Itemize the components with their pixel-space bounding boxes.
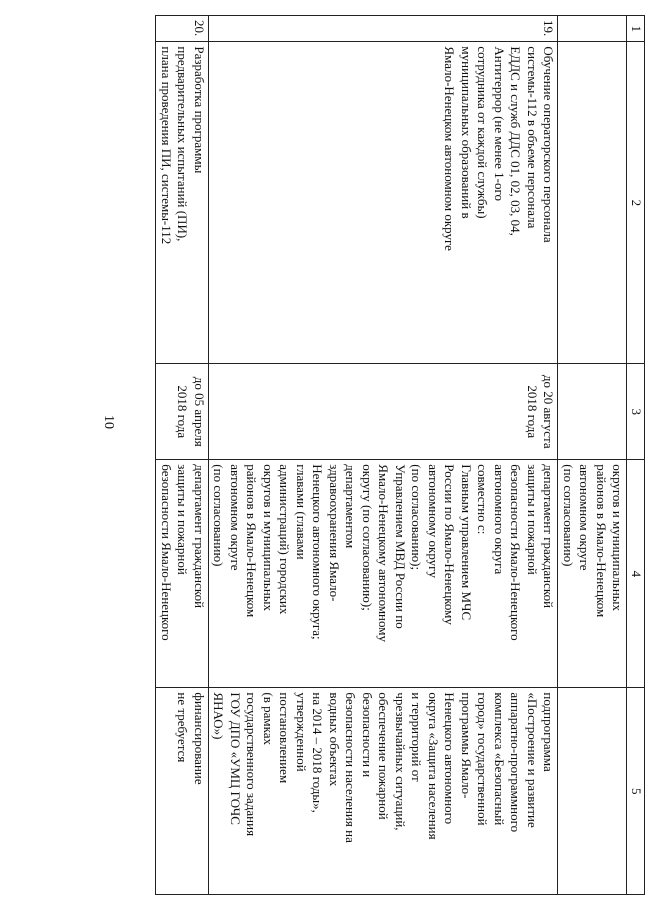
text-line: главами (главами bbox=[294, 464, 309, 560]
text-line: защиты и пожарной bbox=[525, 464, 540, 575]
header-col-2: 2 bbox=[627, 42, 645, 364]
text-line: Ненецкого автономного bbox=[442, 692, 458, 825]
text-line: «Построение и развитие bbox=[525, 692, 540, 828]
text-line: аппаратно-программного bbox=[508, 692, 524, 833]
header-col-1: 1 bbox=[627, 16, 645, 42]
text-line: здравоохранения Ямало- bbox=[327, 464, 342, 602]
text-line: плана проведения ПИ, системы-112 bbox=[159, 46, 174, 245]
header-col-3: 3 bbox=[627, 364, 645, 460]
text-line: сотрудника от каждой службы) bbox=[475, 46, 491, 219]
header-col-5: 5 bbox=[627, 688, 645, 895]
text-line: Ямало-Ненецкому автономному bbox=[376, 464, 392, 642]
text-line: до 05 апреля bbox=[192, 376, 207, 447]
text-line: (по согласованию) bbox=[211, 464, 227, 567]
text-line: районов в Ямало-Ненецком bbox=[244, 464, 260, 618]
text-line: финансирование bbox=[192, 692, 207, 785]
cell-num: 19. bbox=[209, 16, 559, 42]
document-page bbox=[125, 15, 645, 895]
text-line: программы Ямало- bbox=[459, 692, 474, 799]
cell-deadline bbox=[558, 364, 627, 460]
cell-num bbox=[558, 16, 627, 42]
text-line: Ненецкого автономного округа; bbox=[310, 464, 326, 640]
text-line: департамент гражданской bbox=[541, 464, 557, 609]
cell-responsible bbox=[156, 460, 209, 688]
table-row-continuation bbox=[558, 16, 627, 895]
text-line: предварительных испытаний (ПИ), bbox=[175, 46, 191, 242]
text-line: комплекса «Безопасный bbox=[492, 692, 507, 826]
text-line: 2018 года bbox=[525, 385, 540, 439]
text-line: (по согласованию) bbox=[561, 464, 576, 567]
text-line: ЯНАО») bbox=[211, 692, 227, 740]
text-line: автономном округе bbox=[577, 464, 593, 571]
text-line: муниципальных образований в bbox=[459, 46, 474, 219]
text-line: водных объектах bbox=[327, 692, 342, 787]
cell-responsible bbox=[209, 460, 559, 688]
text-line: автономному округу bbox=[426, 464, 441, 578]
text-line: округу (по согласованию); bbox=[360, 464, 375, 611]
text-line: Разработка программы bbox=[192, 46, 207, 174]
text-line: защиты и пожарной bbox=[175, 464, 191, 575]
table-header-row bbox=[627, 16, 645, 895]
text-line: государственного задания bbox=[244, 692, 260, 837]
table-row-20 bbox=[156, 16, 209, 895]
cell-funding bbox=[209, 688, 559, 895]
text-line: округов и муниципальных bbox=[610, 464, 626, 612]
cell-deadline bbox=[209, 364, 559, 460]
text-line: округов и муниципальных bbox=[261, 464, 276, 612]
page-number: 10 bbox=[101, 415, 116, 429]
text-line: Ямало-Ненецком автономном округе bbox=[442, 46, 458, 251]
text-line: системы-112 в объеме персонала bbox=[525, 46, 540, 229]
text-line: обеспечение пожарной bbox=[376, 692, 392, 820]
cell-task bbox=[156, 42, 209, 364]
text-line: округа «Защита населения bbox=[426, 692, 441, 840]
text-line: Антитеррор (не менее 1-ого bbox=[492, 46, 507, 201]
text-line: безопасности населения на bbox=[343, 692, 359, 843]
text-line: районов в Ямало-Ненецком bbox=[594, 464, 609, 618]
text-line: совместно с: bbox=[475, 464, 491, 535]
text-line: город» государственной bbox=[475, 692, 491, 826]
text-line: не требуется bbox=[175, 692, 191, 763]
text-line: Обучение операторского персонала bbox=[541, 46, 557, 243]
cell-num: 20. bbox=[156, 16, 209, 42]
text-line: безопасности Ямало-Ненецкого bbox=[508, 464, 524, 641]
text-line: подпрограмма bbox=[541, 692, 557, 772]
text-line: 2018 года bbox=[175, 385, 191, 439]
cell-task bbox=[558, 42, 627, 364]
cell-deadline bbox=[156, 364, 209, 460]
text-line: на 2014 – 2018 годы», bbox=[310, 692, 326, 813]
text-line: (по согласованию); bbox=[409, 464, 425, 571]
cell-task bbox=[209, 42, 559, 364]
cell-funding bbox=[558, 688, 627, 895]
text-line: ГОУ ДПО «УМЦ ГОЧС bbox=[228, 692, 243, 825]
text-line: департаментом bbox=[343, 464, 359, 549]
text-line: ЕДДС и служб ДДС 01, 02, 03, 04, bbox=[508, 46, 524, 236]
text-line: безопасности и bbox=[360, 692, 375, 778]
text-line: Главным управлением МЧС bbox=[459, 464, 474, 621]
header-col-4: 4 bbox=[627, 460, 645, 688]
text-line: до 20 августа bbox=[541, 374, 557, 449]
cell-funding bbox=[156, 688, 209, 895]
text-line: безопасности Ямало-Ненецкого bbox=[159, 464, 174, 641]
table-row-19 bbox=[209, 16, 559, 895]
text-line: утвержденной bbox=[294, 692, 309, 772]
text-line: Управлением МВД России по bbox=[393, 464, 408, 629]
text-line: постановлением bbox=[277, 692, 293, 784]
cell-responsible bbox=[558, 460, 627, 688]
text-line: чрезвычайных ситуаций, bbox=[393, 692, 408, 831]
text-line: автономного округа bbox=[492, 464, 507, 575]
text-line: автономном округе bbox=[228, 464, 243, 571]
plan-table bbox=[155, 15, 645, 895]
text-line: России по Ямало-Ненецкому bbox=[442, 464, 458, 625]
text-line: (в рамках bbox=[261, 692, 276, 746]
text-line: департамент гражданской bbox=[192, 464, 207, 609]
text-line: и территорий от bbox=[409, 692, 425, 782]
text-line: администраций) городских bbox=[277, 464, 293, 615]
